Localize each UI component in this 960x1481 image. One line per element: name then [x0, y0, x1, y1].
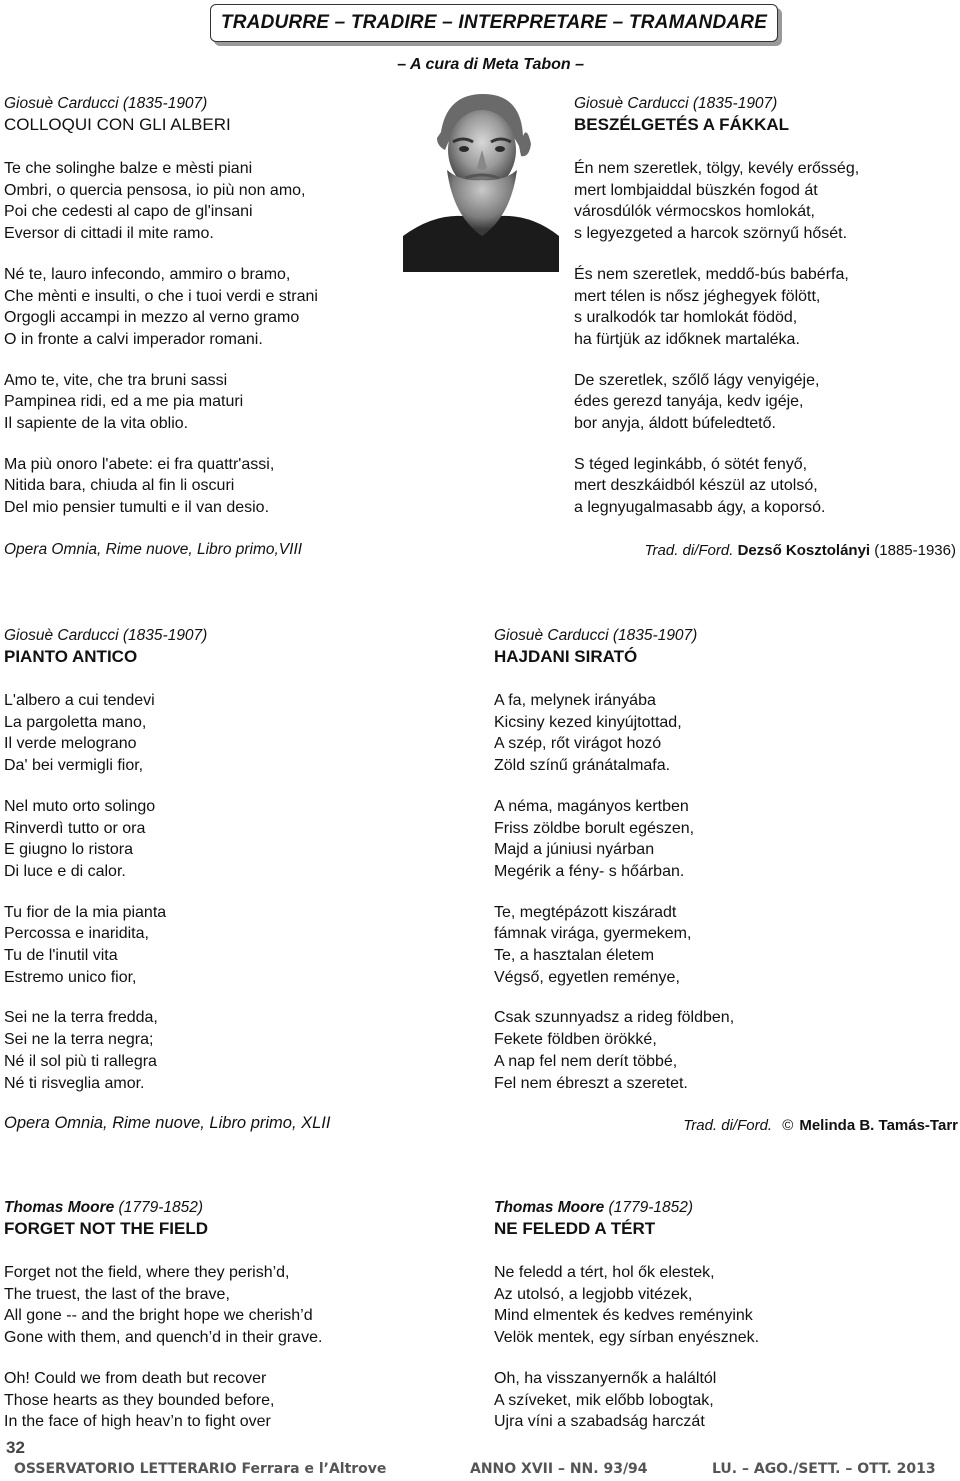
poem-title: PIANTO ANTICO [4, 647, 138, 666]
author-line [4, 626, 444, 646]
author-name: Giosuè Carducci [4, 95, 119, 112]
stanza: Te che solinghe balze e mèsti piani Ombri, o quercia pensosa, io più non amo, Poi che cedesti al capo de gl'insani Eversor di cittadi il mite ramo. [4, 160, 306, 243]
header-title: TRADURRE – TRADIRE – INTERPRETARE – TRAMANDARE [220, 12, 768, 33]
header-box [210, 4, 778, 42]
author-line [494, 626, 954, 646]
translator-credit [644, 542, 956, 559]
author-line [4, 1198, 464, 1218]
curator-line: – A cura di Meta Tabon – [397, 56, 584, 73]
poem-title: BESZÉLGETÉS A FÁKKAL [574, 115, 790, 134]
stanza: Forget not the field, where they perish’d, The truest, the last of the brave, All gone -- and the bright hope we cherish’d Gone with them, and quench’d in their grave. [4, 1264, 323, 1347]
poem1-hungarian [574, 94, 958, 519]
poem1-italian [4, 94, 384, 559]
stanza: És nem szeretlek, meddő-bús babérfa, mert télen is nősz jéghegyek fölött, s uralkodók tar homlokát födöd, ha fürtjük az időknek martaléka. [574, 265, 849, 348]
stanza: Né te, lauro infecondo, ammiro o bramo, Che mènti e insulti, o che i tuoi verdi e strani Orgogli accampi in mezzo al verno gramo O in fronte a calvi imperador romani. [4, 265, 318, 348]
stanza: Tu fior de la mia pianta Percossa e inaridita, Tu de l'inutil vita Estremo unico fior, [4, 903, 167, 986]
author-line [4, 94, 384, 114]
author-name: Giosuè Carducci [494, 627, 609, 644]
author-years: (1779-1852) [118, 1199, 203, 1216]
poem-source: Opera Omnia, Rime nuove, Libro primo, XLII [4, 1114, 331, 1133]
poem3-english [4, 1198, 464, 1433]
poem3-hungarian [494, 1198, 954, 1433]
footer-date: LU. – AGO./SETT. – OTT. 2013 [712, 1461, 936, 1477]
credit-prefix: Trad. di/Ford. [644, 542, 738, 559]
page-number: 32 [6, 1438, 25, 1457]
stanza: L'albero a cui tendevi La pargoletta mano, Il verde melograno Da' bei vermigli fior, [4, 692, 155, 775]
author-years: (1835-1907) [612, 627, 698, 644]
stanza: Oh! Could we from death but recover Those hearts as they bounded before, In the face of high heav’n to fight over [4, 1369, 275, 1431]
author-name: Thomas Moore [494, 1199, 605, 1216]
stanza: Nel muto orto solingo Rinverdì tutto or ora E giugno lo ristora Di luce e di calor. [4, 797, 156, 880]
stanza: Ma più onoro l'abete: ei fra quattr'assi, Nitida bara, chiuda al fin li oscuri Del mio pensier tumulti e il van desio. [4, 455, 275, 517]
stanza: Amo te, vite, che tra bruni sassi Pampinea ridi, ed a me pia maturi Il sapiente de la vita oblio. [4, 371, 244, 433]
stanza: Én nem szeretlek, tölgy, kevély erősség, mert lombjaiddal büszkén fogod át városdúlók vérmocskos homlokát, s legyezgeted a harcok szörnyű hősét. [574, 160, 860, 243]
stanza: Te, megtépázott kiszáradt fámnak virága, gyermekem, Te, a hasztalan életem Végső, egyetlen reménye, [494, 903, 692, 986]
stanza: De szeretlek, szőlő lágy venyigéje, édes gerezd tanyája, kedv igéje, bor anyja, áldott búfeledtető. [574, 371, 820, 433]
stanza: Sei ne la terra fredda, Sei ne la terra negra; Né il sol più ti rallegra Né ti risveglia amor. [4, 1009, 158, 1092]
poem-title: FORGET NOT THE FIELD [4, 1219, 208, 1238]
author-years: (1779-1852) [608, 1199, 693, 1216]
poem-title: HAJDANI SIRATÓ [494, 647, 638, 666]
stanza: A néma, magányos kertben Friss zöldbe borult egészen, Majd a júniusi nyárban Megérik a fény- s hőárban. [494, 797, 695, 880]
stanza: A fa, melynek irányába Kicsiny kezed kinyújtottad, A szép, rőt virágot hozó Zöld színű gránátalmafa. [494, 692, 682, 775]
author-years: (1835-1907) [122, 95, 208, 112]
carducci-portrait-image [403, 86, 559, 272]
translator-credit [683, 1117, 958, 1134]
author-name: Giosuè Carducci [4, 627, 119, 644]
author-name: Thomas Moore [4, 1199, 115, 1216]
poem2-hungarian [494, 626, 954, 1094]
footer-journal: OSSERVATORIO LETTERARIO Ferrara e l’Altrove [14, 1461, 387, 1477]
translator-name: Dezső Kosztolányi [737, 542, 871, 559]
credit-prefix: Trad. di/Ford. [683, 1117, 777, 1134]
poem-title: COLLOQUI CON GLI ALBERI [4, 115, 231, 134]
author-years: (1835-1907) [122, 627, 208, 644]
author-years: (1835-1907) [692, 95, 778, 112]
poem-title: NE FELEDD A TÉRT [494, 1219, 656, 1238]
stanza: Csak szunnyadsz a rideg földben, Fekete földben örökké, A nap fel nem derít többé, Fel nem ébreszt a szeretet. [494, 1009, 735, 1092]
author-line [574, 94, 958, 114]
poem-source: Opera Omnia, Rime nuove, Libro primo,VIII [4, 540, 303, 558]
author-name: Giosuè Carducci [574, 95, 689, 112]
copyright-icon: © [782, 1117, 794, 1134]
stanza: S téged leginkább, ó sötét fenyő, mert deszkáidból készül az utolsó, a legnyugalmasabb ágy, a koporsó. [574, 455, 826, 517]
translator-name: Melinda B. Tamás-Tarr [799, 1117, 958, 1134]
stanza: Oh, ha visszanyernők a haláltól A szíveket, mik előbb lobogtak, Ujra víni a szabadság harczát [494, 1369, 717, 1431]
poem2-italian [4, 626, 444, 1133]
author-line [494, 1198, 954, 1218]
footer-issue: ANNO XVII – NN. 93/94 [470, 1461, 648, 1477]
translator-years: (1885-1936) [870, 542, 956, 559]
stanza: Ne feledd a tért, hol ők elestek, Az utolsó, a legjobb vitézek, Mind elmentek és kedves reményink Velök mentek, egy sírban enyésznek. [494, 1264, 760, 1347]
